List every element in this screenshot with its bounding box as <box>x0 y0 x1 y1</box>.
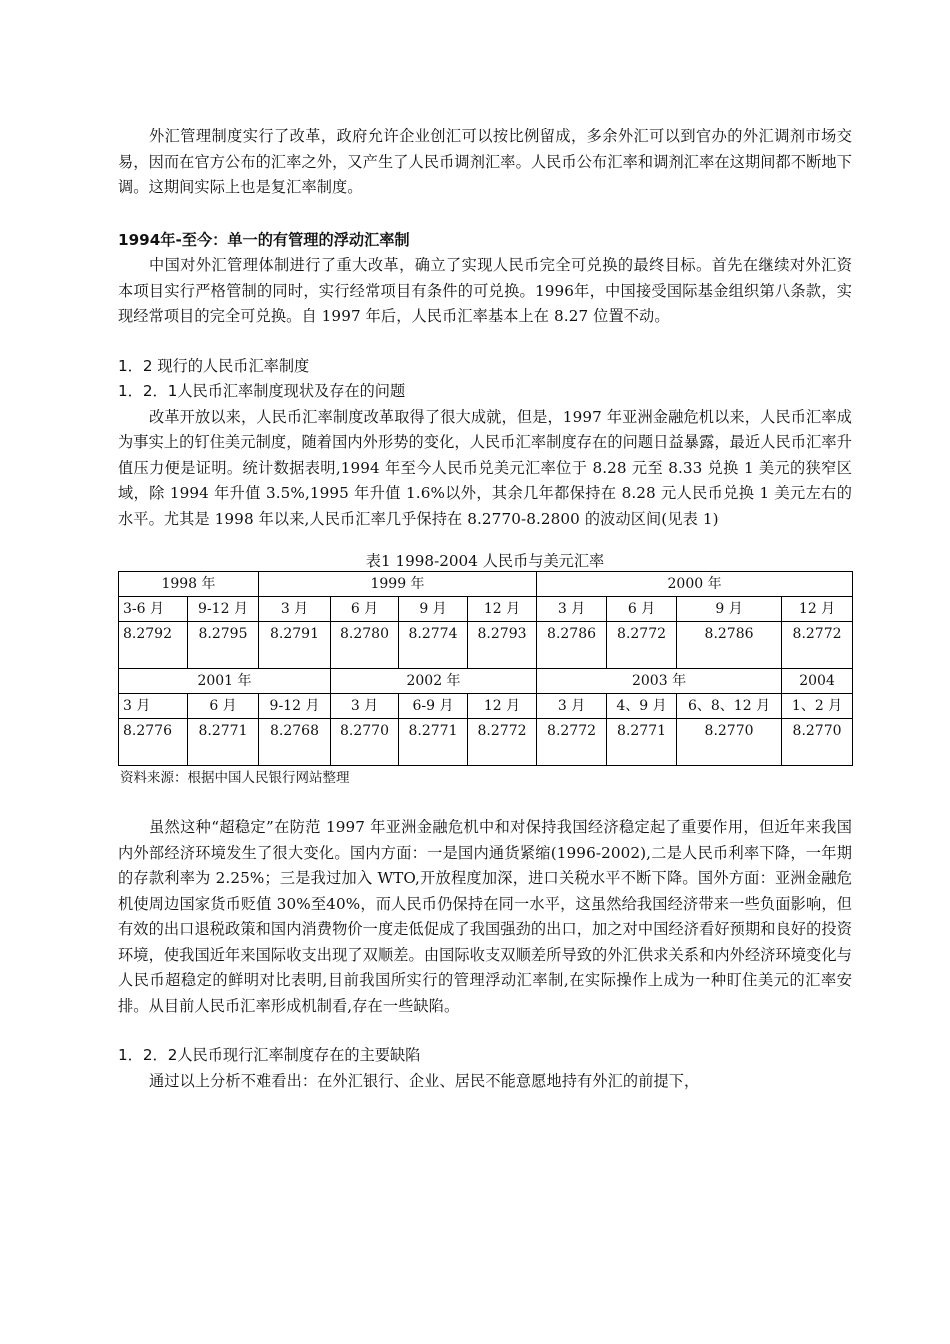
rate-cell: 8.2772 <box>468 719 537 766</box>
rate-cell: 8.2771 <box>399 719 468 766</box>
month-cell: 6 月 <box>188 694 259 719</box>
section-heading-1994: 1994年-至今：单一的有管理的浮动汇率制 <box>118 230 410 249</box>
month-cell: 9 月 <box>399 597 468 622</box>
year-cell: 1998 年 <box>119 572 259 597</box>
month-cell: 9-12 月 <box>188 597 259 622</box>
paragraph-exchange-reform: 外汇管理制度实行了改革，政府允许企业创汇可以按比例留成，多余外汇可以到官办的外汇调剂市场交易，因而在官方公布的汇率之外，又产生了人民币调剂汇率。人民币公布汇率和调剂汇率在这期间都不断地下调。这期间实际上也是复汇率制度。 <box>118 127 852 196</box>
spacer <box>118 201 852 228</box>
rate-cell: 8.2793 <box>468 622 537 669</box>
month-cell: 12 月 <box>468 597 537 622</box>
rate-cell: 8.2780 <box>331 622 399 669</box>
section-heading-1-2: 1．2 现行的人民币汇率制度 <box>118 356 310 375</box>
table-row <box>119 719 853 766</box>
rate-cell: 8.2770 <box>331 719 399 766</box>
month-cell: 3 月 <box>119 694 188 719</box>
month-cell: 12 月 <box>468 694 537 719</box>
rate-cell: 8.2786 <box>537 622 607 669</box>
year-cell: 2003 年 <box>537 669 782 694</box>
month-cell: 12 月 <box>782 597 853 622</box>
section-heading-1-2-1: 1．2．1人民币汇率制度现状及存在的问题 <box>118 382 406 400</box>
spacer <box>118 330 852 354</box>
paragraph-current-system: 改革开放以来，人民币汇率制度改革取得了很大成就，但是，1997 年亚洲金融危机以来，人民币汇率成为事实上的钉住美元制度，随着国内外形势的变化，人民币汇率制度存在的问题日益暴露，最近人民币汇率升值压力便是证明。统计数据表明,1994 年至今人民币兑美元汇率位于 8.28 元至 8.33 兑换 1 美元的狭窄区域，除 1994 年升值 3.5%,1995 年升值 1.6%以外，其余几年都保持在 8.28 元人民币兑换 1 美元左右的水平。尤其是 1998 年以来,人民币汇率几乎保持在 8.2770-8.2800 的波动区间(见表 1) <box>118 407 852 528</box>
table-source-note: 资料来源：根据中国人民银行网站整理 <box>120 770 350 786</box>
table-row <box>119 572 853 597</box>
month-cell: 4、9 月 <box>607 694 677 719</box>
year-cell: 2000 年 <box>537 572 853 597</box>
paragraph-1994-reform: 中国对外汇管理体制进行了重大改革，确立了实现人民币完全可兑换的最终目标。首先在继续对外汇资本项目实行严格管制的同时，实行经常项目有条件的可兑换。1996年，中国接受国际基金组织第八条款，实现经常项目的完全可兑换。自 1997 年后，人民币汇率基本上在 8.27 位置不动。 <box>118 256 852 325</box>
month-cell: 3-6 月 <box>119 597 188 622</box>
rate-cell: 8.2772 <box>782 622 853 669</box>
year-cell: 2002 年 <box>331 669 537 694</box>
month-cell: 3 月 <box>331 694 399 719</box>
year-cell: 2001 年 <box>119 669 331 694</box>
rate-cell: 8.2772 <box>607 622 677 669</box>
paragraph-analysis: 通过以上分析不难看出：在外汇银行、企业、居民不能意愿地持有外汇的前提下， <box>149 1071 700 1090</box>
table-row <box>119 622 853 669</box>
rate-cell: 8.2771 <box>188 719 259 766</box>
table-caption: 表1 1998-2004 人民币与美元汇率 <box>365 552 605 570</box>
year-cell: 2004 <box>782 669 853 694</box>
spacer <box>118 1019 852 1043</box>
month-cell: 6 月 <box>331 597 399 622</box>
month-cell: 9-12 月 <box>259 694 331 719</box>
rate-cell: 8.2786 <box>677 622 782 669</box>
spacer <box>118 788 852 815</box>
month-cell: 6 月 <box>607 597 677 622</box>
rate-cell: 8.2774 <box>399 622 468 669</box>
rate-cell: 8.2795 <box>188 622 259 669</box>
month-cell: 6-9 月 <box>399 694 468 719</box>
table-row <box>119 694 853 719</box>
month-cell: 3 月 <box>537 694 607 719</box>
rate-cell: 8.2772 <box>537 719 607 766</box>
table-row <box>119 597 853 622</box>
rate-cell: 8.2770 <box>677 719 782 766</box>
month-cell: 1、2 月 <box>782 694 853 719</box>
month-cell: 3 月 <box>537 597 607 622</box>
rate-cell: 8.2768 <box>259 719 331 766</box>
year-cell: 1999 年 <box>259 572 537 597</box>
document-page <box>118 124 852 1094</box>
rate-cell: 8.2776 <box>119 719 188 766</box>
month-cell: 3 月 <box>259 597 331 622</box>
rate-cell: 8.2792 <box>119 622 188 669</box>
table-row <box>119 669 853 694</box>
paragraph-super-stability: 虽然这种“超稳定”在防范 1997 年亚洲金融危机中和对保持我国经济稳定起了重要作用，但近年来我国内外部经济环境发生了很大变化。国内方面：一是国内通货紧缩(1996-2002),二是人民币利率下降，一年期的存款利率为 2.25%；三是我过加入 WTO,开放程度加深，进口关税水平不断下降。国外方面：亚洲金融危机使周边国家货币贬值 30%至40%，而人民币仍保持在同一水平，这虽然给我国经济带来一些负面影响，但有效的出口退税政策和国内消费物价一度走低促成了我国强劲的出口，加之对中国经济看好预期和良好的投资环境，使我国近年来国际收支出现了双顺差。由国际收支双顺差所导致的外汇供求关系和内外经济环境变化与人民币超稳定的鲜明对比表明,目前我国所实行的管理浮动汇率制,在实际操作上成为一种盯住美元的汇率安排。从目前人民币汇率形成机制看,存在一些缺陷。 <box>118 818 852 1015</box>
rate-cell: 8.2770 <box>782 719 853 766</box>
month-cell: 9 月 <box>677 597 782 622</box>
rate-cell: 8.2791 <box>259 622 331 669</box>
section-heading-1-2-2: 1．2．2人民币现行汇率制度存在的主要缺陷 <box>118 1046 421 1064</box>
rate-cell: 8.2771 <box>607 719 677 766</box>
month-cell: 6、8、12 月 <box>677 694 782 719</box>
exchange-rate-table <box>118 571 853 766</box>
